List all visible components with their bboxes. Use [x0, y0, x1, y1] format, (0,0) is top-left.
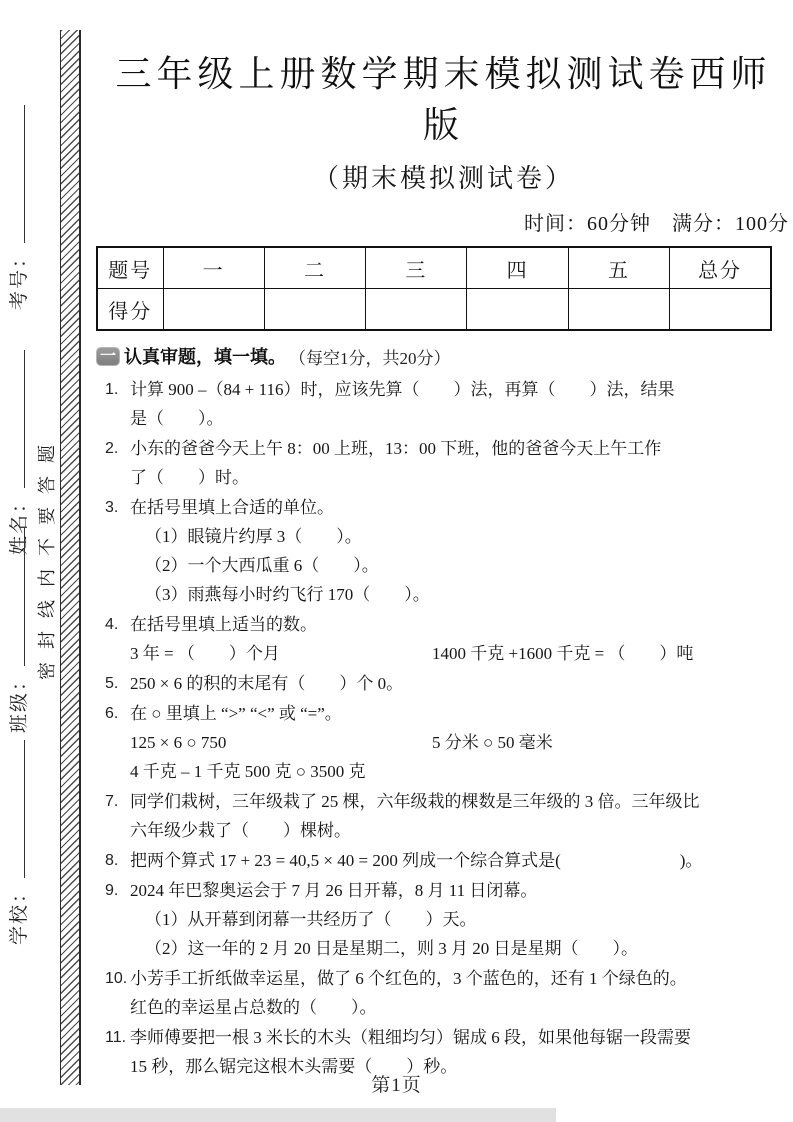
- question-body: [130, 610, 791, 668]
- question-number: 10.: [105, 970, 128, 987]
- seal-text: 密封线内不要答题: [35, 430, 59, 688]
- blank-expression-left: 3 年 = （ ）个月: [130, 644, 280, 663]
- header-cell: 五: [568, 247, 669, 289]
- question-line: 250 × 6 的积的末尾有（ ）个 0。: [130, 674, 404, 693]
- question-2: [105, 434, 791, 492]
- header-cell: 三: [366, 247, 467, 289]
- score-cell: [467, 289, 568, 331]
- question-body: [130, 669, 791, 698]
- question-line: 同学们栽树，三年级栽了 25 棵，六年级栽的棵数是三年级的 3 倍。三年级比: [130, 792, 700, 811]
- question-line: 小芳手工折纸做幸运星，做了 6 个红色的，3 个蓝色的，还有 1 个绿色的。: [130, 969, 687, 988]
- question-line: [130, 728, 791, 757]
- question-line: 在括号里填上合适的单位。: [130, 498, 334, 517]
- question-body: [130, 493, 791, 609]
- question-line: 李师傅要把一根 3 米长的木头（粗细均匀）锯成 6 段，如果他每锯一段需要: [130, 1028, 691, 1047]
- question-5: [105, 669, 791, 698]
- question-line: （1）眼镜片约厚 3（ ）。: [145, 527, 362, 546]
- question-line: 了（ ）时。: [130, 468, 249, 487]
- blank-expression-right: 5 分米 ○ 50 毫米: [432, 733, 553, 752]
- question-1: [105, 375, 791, 433]
- field-label: 学校：: [9, 881, 30, 945]
- score-table-header-row: [97, 247, 771, 289]
- question-9: [105, 876, 791, 963]
- header-cell-total: 总分: [670, 247, 771, 289]
- section-title: 认真审题，填一填。: [124, 347, 286, 367]
- question-number: 9.: [105, 882, 119, 899]
- question-number: 8.: [105, 852, 119, 869]
- student-field-class: [8, 528, 32, 733]
- question-number: 1.: [105, 381, 119, 398]
- write-line: [9, 350, 25, 488]
- score-cell: [568, 289, 669, 331]
- time-and-score-info: 时间：60分钟 满分：100分: [524, 213, 789, 235]
- question-body: [130, 375, 791, 433]
- section-one-header: [96, 343, 791, 369]
- question-line: 把两个算式 17 + 23 = 40,5 × 40 = 200 列成一个综合算式是( )。: [130, 851, 703, 870]
- student-field-name: [8, 350, 32, 555]
- question-body: [130, 699, 791, 786]
- question-4: [105, 610, 791, 668]
- score-cell: [163, 289, 264, 331]
- question-line: （1）从开幕到闭幕一共经历了（ ）天。: [145, 910, 477, 929]
- blank-expression-left: 125 × 6 ○ 750: [130, 733, 227, 752]
- question-number: 3.: [105, 499, 119, 516]
- question-line: 4 千克 – 1 千克 500 克 ○ 3500 克: [130, 762, 366, 781]
- section-points-note: （每空1分，共20分）: [289, 348, 451, 368]
- field-label: 班级：: [9, 669, 30, 733]
- score-cell: [670, 289, 771, 331]
- page-title: 三年级上册数学期末模拟测试卷西师版: [115, 54, 772, 145]
- field-label: 姓名：: [9, 491, 30, 555]
- question-line: 六年级少栽了（ ）棵树。: [130, 821, 351, 840]
- student-field-school: [8, 740, 32, 945]
- question-number: 2.: [105, 440, 119, 457]
- question-number: 5.: [105, 675, 119, 692]
- question-body: [130, 846, 791, 875]
- question-number: 4.: [105, 616, 119, 633]
- question-line: （3）雨燕每小时约飞行 170（ ）。: [145, 585, 430, 604]
- question-10: [105, 964, 791, 1022]
- question-line: 在 ○ 里填上 “>” “<” 或 “=”。: [130, 704, 342, 723]
- header-cell: 二: [264, 247, 365, 289]
- student-field-exam-number: [8, 105, 32, 310]
- score-table-score-row: [97, 289, 771, 331]
- questions: [96, 375, 791, 1081]
- question-number: 7.: [105, 793, 119, 810]
- question-8: [105, 846, 791, 875]
- question-body: [130, 964, 791, 1022]
- question-line: 在括号里填上适当的数。: [130, 615, 317, 634]
- question-body: [130, 434, 791, 492]
- question-body: [130, 787, 791, 845]
- write-line: [9, 740, 25, 878]
- question-line: 红色的幸运星占总数的（ ）。: [130, 998, 377, 1017]
- question-line: 是（ ）。: [130, 409, 224, 428]
- question-line: 2024 年巴黎奥运会于 7 月 26 日开幕，8 月 11 日闭幕。: [130, 881, 538, 900]
- row-label-score: 得分: [97, 289, 163, 331]
- question-number: 11.: [105, 1029, 127, 1046]
- write-line: [9, 528, 25, 666]
- section-one-badge-icon: 一: [96, 347, 120, 366]
- page-subtitle: （期末模拟测试卷）: [312, 164, 574, 193]
- field-label: 考号：: [9, 246, 30, 310]
- scan-shadow-artifact: [0, 1108, 556, 1122]
- question-line: 计算 900 –（84 + 116）时，应该先算（ ）法，再算（ ）法，结果: [130, 380, 675, 399]
- question-3: [105, 493, 791, 609]
- main-content: [96, 0, 791, 1082]
- question-line: （2）这一年的 2 月 20 日是星期二，则 3 月 20 日是星期（ ）。: [145, 939, 638, 958]
- question-line: （2）一个大西瓜重 6（ ）。: [145, 556, 379, 575]
- score-cell: [264, 289, 365, 331]
- seal-line-band: [60, 30, 81, 1085]
- write-line: [9, 105, 25, 243]
- blank-expression-right: 1400 千克 +1600 千克 = （ ）吨: [432, 644, 694, 663]
- question-6: [105, 699, 791, 786]
- header-cell: 四: [467, 247, 568, 289]
- question-line: [130, 639, 791, 668]
- question-line: 小东的爸爸今天上午 8：00 上班，13：00 下班，他的爸爸今天上午工作: [130, 439, 662, 458]
- header-cell: 一: [163, 247, 264, 289]
- header-cell-question-number: 题号: [97, 247, 163, 289]
- page-number: 第1页: [371, 1075, 422, 1096]
- question-line: 15 秒，那么锯完这根木头需要（ ）秒。: [130, 1057, 458, 1076]
- question-body: [130, 876, 791, 963]
- score-cell: [366, 289, 467, 331]
- question-7: [105, 787, 791, 845]
- question-number: 6.: [105, 705, 119, 722]
- score-table: [96, 246, 772, 331]
